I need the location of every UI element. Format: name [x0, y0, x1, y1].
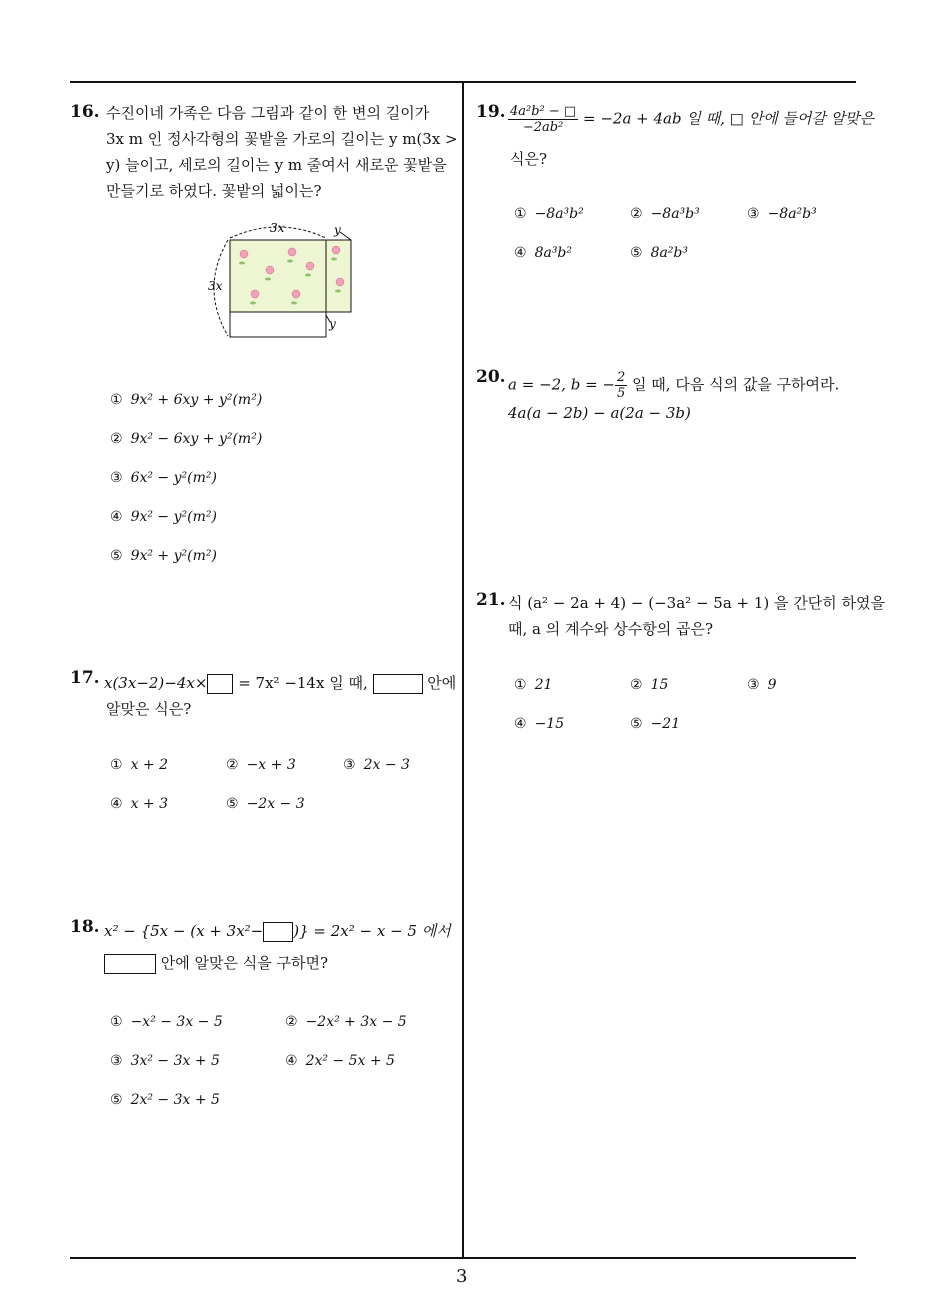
choice-text: 2x² − 5x + 5	[305, 1053, 395, 1069]
question-text: 안에 알맞은 식을 구하면?	[160, 954, 329, 972]
choice-5[interactable]	[630, 716, 680, 732]
question-number: 21.	[476, 590, 506, 610]
choice-text: 3x² − 3x + 5	[130, 1053, 220, 1069]
fraction-numerator: 2	[616, 370, 626, 385]
choice-number: ①	[110, 1014, 123, 1030]
choice-3[interactable]	[343, 757, 410, 773]
column-divider	[462, 82, 464, 1258]
choice-number: ③	[747, 206, 760, 222]
choice-number: ①	[110, 757, 123, 773]
question-line	[104, 670, 456, 696]
choice-number: ②	[226, 757, 239, 773]
page-number: 3	[456, 1266, 468, 1287]
choice-number: ⑤	[110, 1092, 123, 1108]
choice-number: ④	[110, 509, 123, 525]
choice-text: 9	[767, 677, 777, 693]
choice-3[interactable]	[747, 206, 817, 222]
choice-number: ④	[110, 796, 123, 812]
question-line: y) 늘이고, 세로의 길이는 y m 줄여서 새로운 꽃밭을	[106, 156, 447, 174]
choice-3[interactable]	[747, 677, 776, 693]
choice-number: ⑤	[630, 716, 643, 732]
fraction-denominator: −2ab²	[522, 120, 564, 135]
choice-text: 2x² − 3x + 5	[130, 1092, 220, 1108]
choice-text: 6x² − y²(m²)	[130, 470, 217, 486]
choice-5[interactable]	[630, 245, 688, 261]
choice-4[interactable]	[514, 716, 564, 732]
figure-label-bottom-right: y	[329, 317, 336, 331]
choice-3[interactable]	[110, 1053, 220, 1069]
expr-post: 일 때, 다음 식의 값을 구하여라.	[632, 375, 840, 394]
choice-2[interactable]	[110, 431, 262, 447]
choice-4[interactable]	[110, 796, 168, 812]
question-line: 알맞은 식은?	[106, 700, 192, 718]
choice-3[interactable]	[110, 470, 217, 486]
choice-text: −2x² + 3x − 5	[305, 1014, 407, 1030]
choice-number: ③	[343, 757, 356, 773]
expr-pre: a = −2, b = −	[508, 375, 615, 394]
question-line: 수진이네 가족은 다음 그림과 같이 한 변의 길이가	[106, 104, 430, 122]
choice-text: x + 2	[130, 757, 168, 773]
question-line: 3x m 인 정사각형의 꽃밭을 가로의 길이는 y m(3x >	[106, 130, 458, 148]
question-line	[508, 370, 839, 401]
choice-text: 15	[650, 677, 669, 693]
flower-bed-figure	[200, 218, 360, 343]
choice-number: ③	[110, 470, 123, 486]
choice-number: ②	[630, 677, 643, 693]
expr-post: 안에	[427, 674, 457, 692]
choice-number: ④	[514, 716, 527, 732]
choice-4[interactable]	[285, 1053, 395, 1069]
question-number: 19.	[476, 102, 506, 122]
question-line	[104, 918, 451, 944]
choice-5[interactable]	[110, 548, 217, 564]
figure-label-top-right: y	[334, 223, 341, 237]
answer-blank	[373, 674, 423, 694]
expr-pre: x² − {5x − (x + 3x²−	[104, 922, 264, 940]
choice-text: −15	[534, 716, 565, 732]
answer-blank	[207, 674, 233, 694]
choice-number: ②	[630, 206, 643, 222]
choice-text: −x² − 3x − 5	[130, 1014, 223, 1030]
choice-2[interactable]	[630, 206, 700, 222]
choice-text: x + 3	[130, 796, 168, 812]
choice-text: 8a³b²	[534, 245, 573, 261]
expr-post: )} = 2x² − x − 5 에서	[293, 922, 451, 940]
choice-1[interactable]	[514, 677, 552, 693]
question-line: 식은?	[510, 150, 548, 168]
choice-text: 9x² + y²(m²)	[130, 548, 217, 564]
choice-2[interactable]	[630, 677, 668, 693]
choice-number: ②	[285, 1014, 298, 1030]
answer-blank	[104, 954, 156, 974]
choice-text: −x + 3	[246, 757, 296, 773]
question-line	[508, 104, 874, 135]
choice-2[interactable]	[226, 757, 296, 773]
choice-4[interactable]	[110, 509, 217, 525]
choice-5[interactable]	[226, 796, 305, 812]
choice-number: ③	[110, 1053, 123, 1069]
fraction	[615, 370, 627, 401]
expr-pre: x(3x−2)−4x×	[104, 674, 208, 692]
choice-text: 9x² − y²(m²)	[130, 509, 217, 525]
question-number: 16.	[70, 102, 100, 122]
choice-number: ①	[110, 392, 123, 408]
fraction-numerator: 4a²b² − □	[510, 104, 577, 119]
choice-number: ④	[285, 1053, 298, 1069]
expr-mid: = 7x² −14x 일 때,	[238, 674, 368, 692]
choice-1[interactable]	[110, 1014, 223, 1030]
expr-post: = −2a + 4ab 일 때, □ 안에 들어갈 알맞은	[583, 109, 875, 128]
question-line: 만들기로 하였다. 꽃밭의 넓이는?	[106, 182, 322, 200]
choice-text: −2x − 3	[246, 796, 305, 812]
choice-number: ③	[747, 677, 760, 693]
question-number: 20.	[476, 367, 506, 387]
choice-number: ④	[514, 245, 527, 261]
choice-number: ⑤	[226, 796, 239, 812]
choice-text: 9x² + 6xy + y²(m²)	[130, 392, 263, 408]
choice-1[interactable]	[110, 757, 168, 773]
choice-1[interactable]	[110, 392, 262, 408]
figure-label-top: 3x	[270, 221, 285, 235]
question-number: 18.	[70, 917, 100, 937]
choice-text: −8a³b²	[534, 206, 584, 222]
fraction-denominator: 5	[616, 386, 626, 401]
choice-text: 2x − 3	[363, 757, 410, 773]
choice-number: ①	[514, 677, 527, 693]
choice-1[interactable]	[514, 206, 584, 222]
choice-text: −8a³b³	[650, 206, 700, 222]
choice-text: −8a²b³	[767, 206, 817, 222]
figure-label-left: 3x	[208, 279, 223, 293]
choice-number: ⑤	[110, 548, 123, 564]
question-line	[104, 950, 328, 976]
choice-number: ⑤	[630, 245, 643, 261]
choice-text: −21	[650, 716, 681, 732]
question-line: 때, a 의 계수와 상수항의 곱은?	[508, 620, 713, 638]
choice-2[interactable]	[285, 1014, 407, 1030]
question-line: 식 (a² − 2a + 4) − (−3a² − 5a + 1) 을 간단히 하였을	[508, 594, 886, 612]
answer-blank	[263, 922, 293, 942]
choice-5[interactable]	[110, 1092, 220, 1108]
choice-4[interactable]	[514, 245, 572, 261]
fraction	[508, 104, 578, 135]
question-number: 17.	[70, 668, 100, 688]
choice-text: 21	[534, 677, 553, 693]
choice-text: 9x² − 6xy + y²(m²)	[130, 431, 263, 447]
question-line: 4a(a − 2b) − a(2a − 3b)	[508, 404, 691, 422]
choice-text: 8a²b³	[650, 245, 689, 261]
choice-number: ②	[110, 431, 123, 447]
choice-number: ①	[514, 206, 527, 222]
